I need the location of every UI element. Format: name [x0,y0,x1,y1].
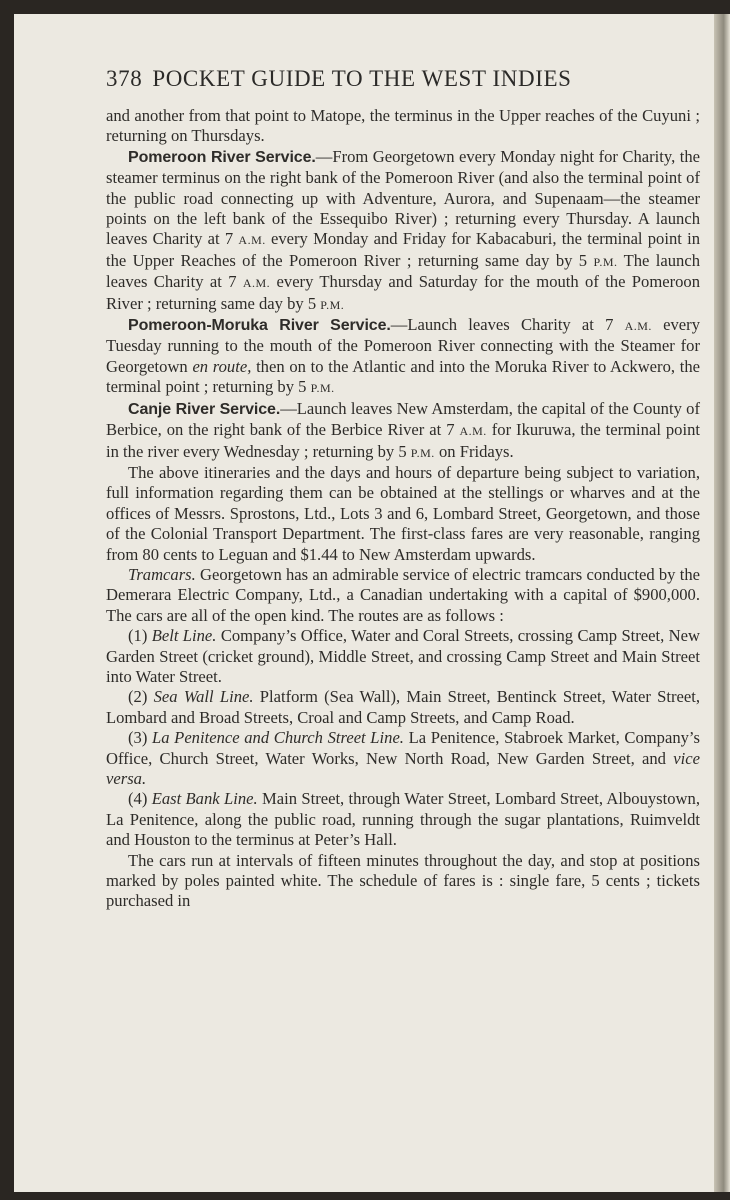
paragraph-pomeroon-river-service [106,147,700,315]
italic-heading: Sea Wall Line. [153,687,254,707]
section-heading: Pomeroon-Moruka River Service. [128,317,391,335]
running-title: POCKET GUIDE TO THE WEST INDIES [152,66,572,91]
text-run: every Monday and Friday for Kabacaburi, the terminal point in the Upper Reaches of the Pomeroon River ; returning same day by 5 [106,229,701,270]
time-abbrev: P.M. [593,254,618,269]
italic-heading: La Penitence and Church Street Line. [152,728,404,748]
text-run: then on to the Atlantic and into the Moruka River to Ackwero, the terminal point ; returning by 5 [106,356,700,397]
text-run: Georgetown has an admirable service of electric tramcars conducted by the Demerara Electric Company, Ltd., a Canadian undertaking with a capital of $900,000. The cars are all of the open kind. The routes are as follows : [106,564,700,625]
list-number: (3) [128,728,148,748]
text-run: —Launch leaves Charity at 7 [390,315,614,335]
text-run: Company’s Office, Water and Coral Streets, crossing Camp Street, New Garden Street (cricket ground), Middle Street, and crossing Camp Street and Main Street into Water Street. [106,626,700,686]
text-run: Platform (Sea Wall), Main Street, Bentinck Street, Water Street, Lombard and Broad Streets, Croal and Camp Streets, and Camp Road. [106,687,700,727]
text-run: for Ikuruwa, the terminal point in the river every Wednesday ; returning by 5 [106,420,700,461]
time-abbrev: P.M. [410,445,435,460]
italic-phrase: vice versa. [106,748,700,788]
text-run: —Launch leaves New Amsterdam, the capital of the County of Berbice, on the right bank of the Berbice River at 7 [106,398,700,440]
book-page [14,14,714,1192]
paragraph-cuyuni-continuation: and another from that point to Matope, the terminus in the Upper reaches of the Cuyuni ; returning on Thursdays. [106,106,700,146]
list-number: (4) [128,789,148,809]
paragraph-east-bank-line [106,789,700,850]
text-run: on Fridays. [438,441,514,461]
book-gutter [714,14,730,1192]
paragraph-sea-wall-line [106,687,700,728]
time-abbrev: A.M. [459,424,487,439]
section-heading: Canje River Service. [128,400,281,418]
paragraph-pomeroon-moruka-service [106,315,700,399]
running-header [106,66,692,100]
list-number: (1) [128,626,148,646]
time-abbrev: A.M. [624,319,652,334]
list-number: (2) [128,687,148,707]
text-run: The launch leaves Charity at 7 [106,250,700,292]
text-run: every Thursday and Saturday for the mouth of the Pomeroon River ; returning same day by 5 [106,272,701,313]
time-abbrev: P.M. [320,297,345,312]
paragraph-tram-fares: The cars run at intervals of fifteen minutes throughout the day, and stop at positions marked by poles painted white. The schedule of fares is : single fare, 5 cents ; tickets purchased in [106,850,700,911]
page-number: 378 [106,66,143,91]
italic-heading: Tramcars. [128,564,196,584]
paragraph-itineraries: The above itineraries and the days and hours of departure being subject to variation, full information regarding them can be obtained at the stellings or wharves and at the offices of Messrs. Sprostons, Ltd., Lots 3 and 6, Lombard Street, Georgetown, and those of the Colonial Transport Department. The first-class fares are very reasonable, ranging from 80 cents to Leguan and $1.44 to New Amsterdam upwards. [106,462,700,564]
time-abbrev: A.M. [238,233,266,248]
italic-phrase: en route, [192,356,252,376]
italic-heading: Belt Line. [151,626,217,646]
time-abbrev: P.M. [310,381,335,396]
text-run: —From Georgetown every Monday night for Charity, the steamer terminus on the right bank of the Pomeroon River (and also the terminal point of the public road connecting up with Adventure, Aurora, and Supenaam—the steamer points on the left bank of the Essequibo River) ; returning every Thursday. A launch leaves Charity at 7 [106,146,700,249]
time-abbrev: A.M. [242,276,271,291]
body-text [106,106,700,912]
text-run: La Penitence, Stabroek Market, Company’s Office, Church Street, Water Works, New North Road, New Garden Street, and [106,728,700,768]
paragraph-tramcars [106,565,700,626]
italic-heading: East Bank Line. [151,789,258,809]
paragraph-canje-river-service [106,399,700,463]
text-run: every Tuesday running to the mouth of the Pomeroon River connecting with the Steamer for Georgetown [106,315,700,376]
paragraph-belt-line [106,626,700,687]
text-run: Main Street, through Water Street, Lombard Street, Albouystown, La Penitence, along the public road, running through the sugar plantations, Ruimveldt and Houston to the terminus at Peter’s Hall. [106,789,700,850]
paragraph-la-penitence-line [106,728,700,789]
section-heading: Pomeroon River Service. [128,148,316,166]
